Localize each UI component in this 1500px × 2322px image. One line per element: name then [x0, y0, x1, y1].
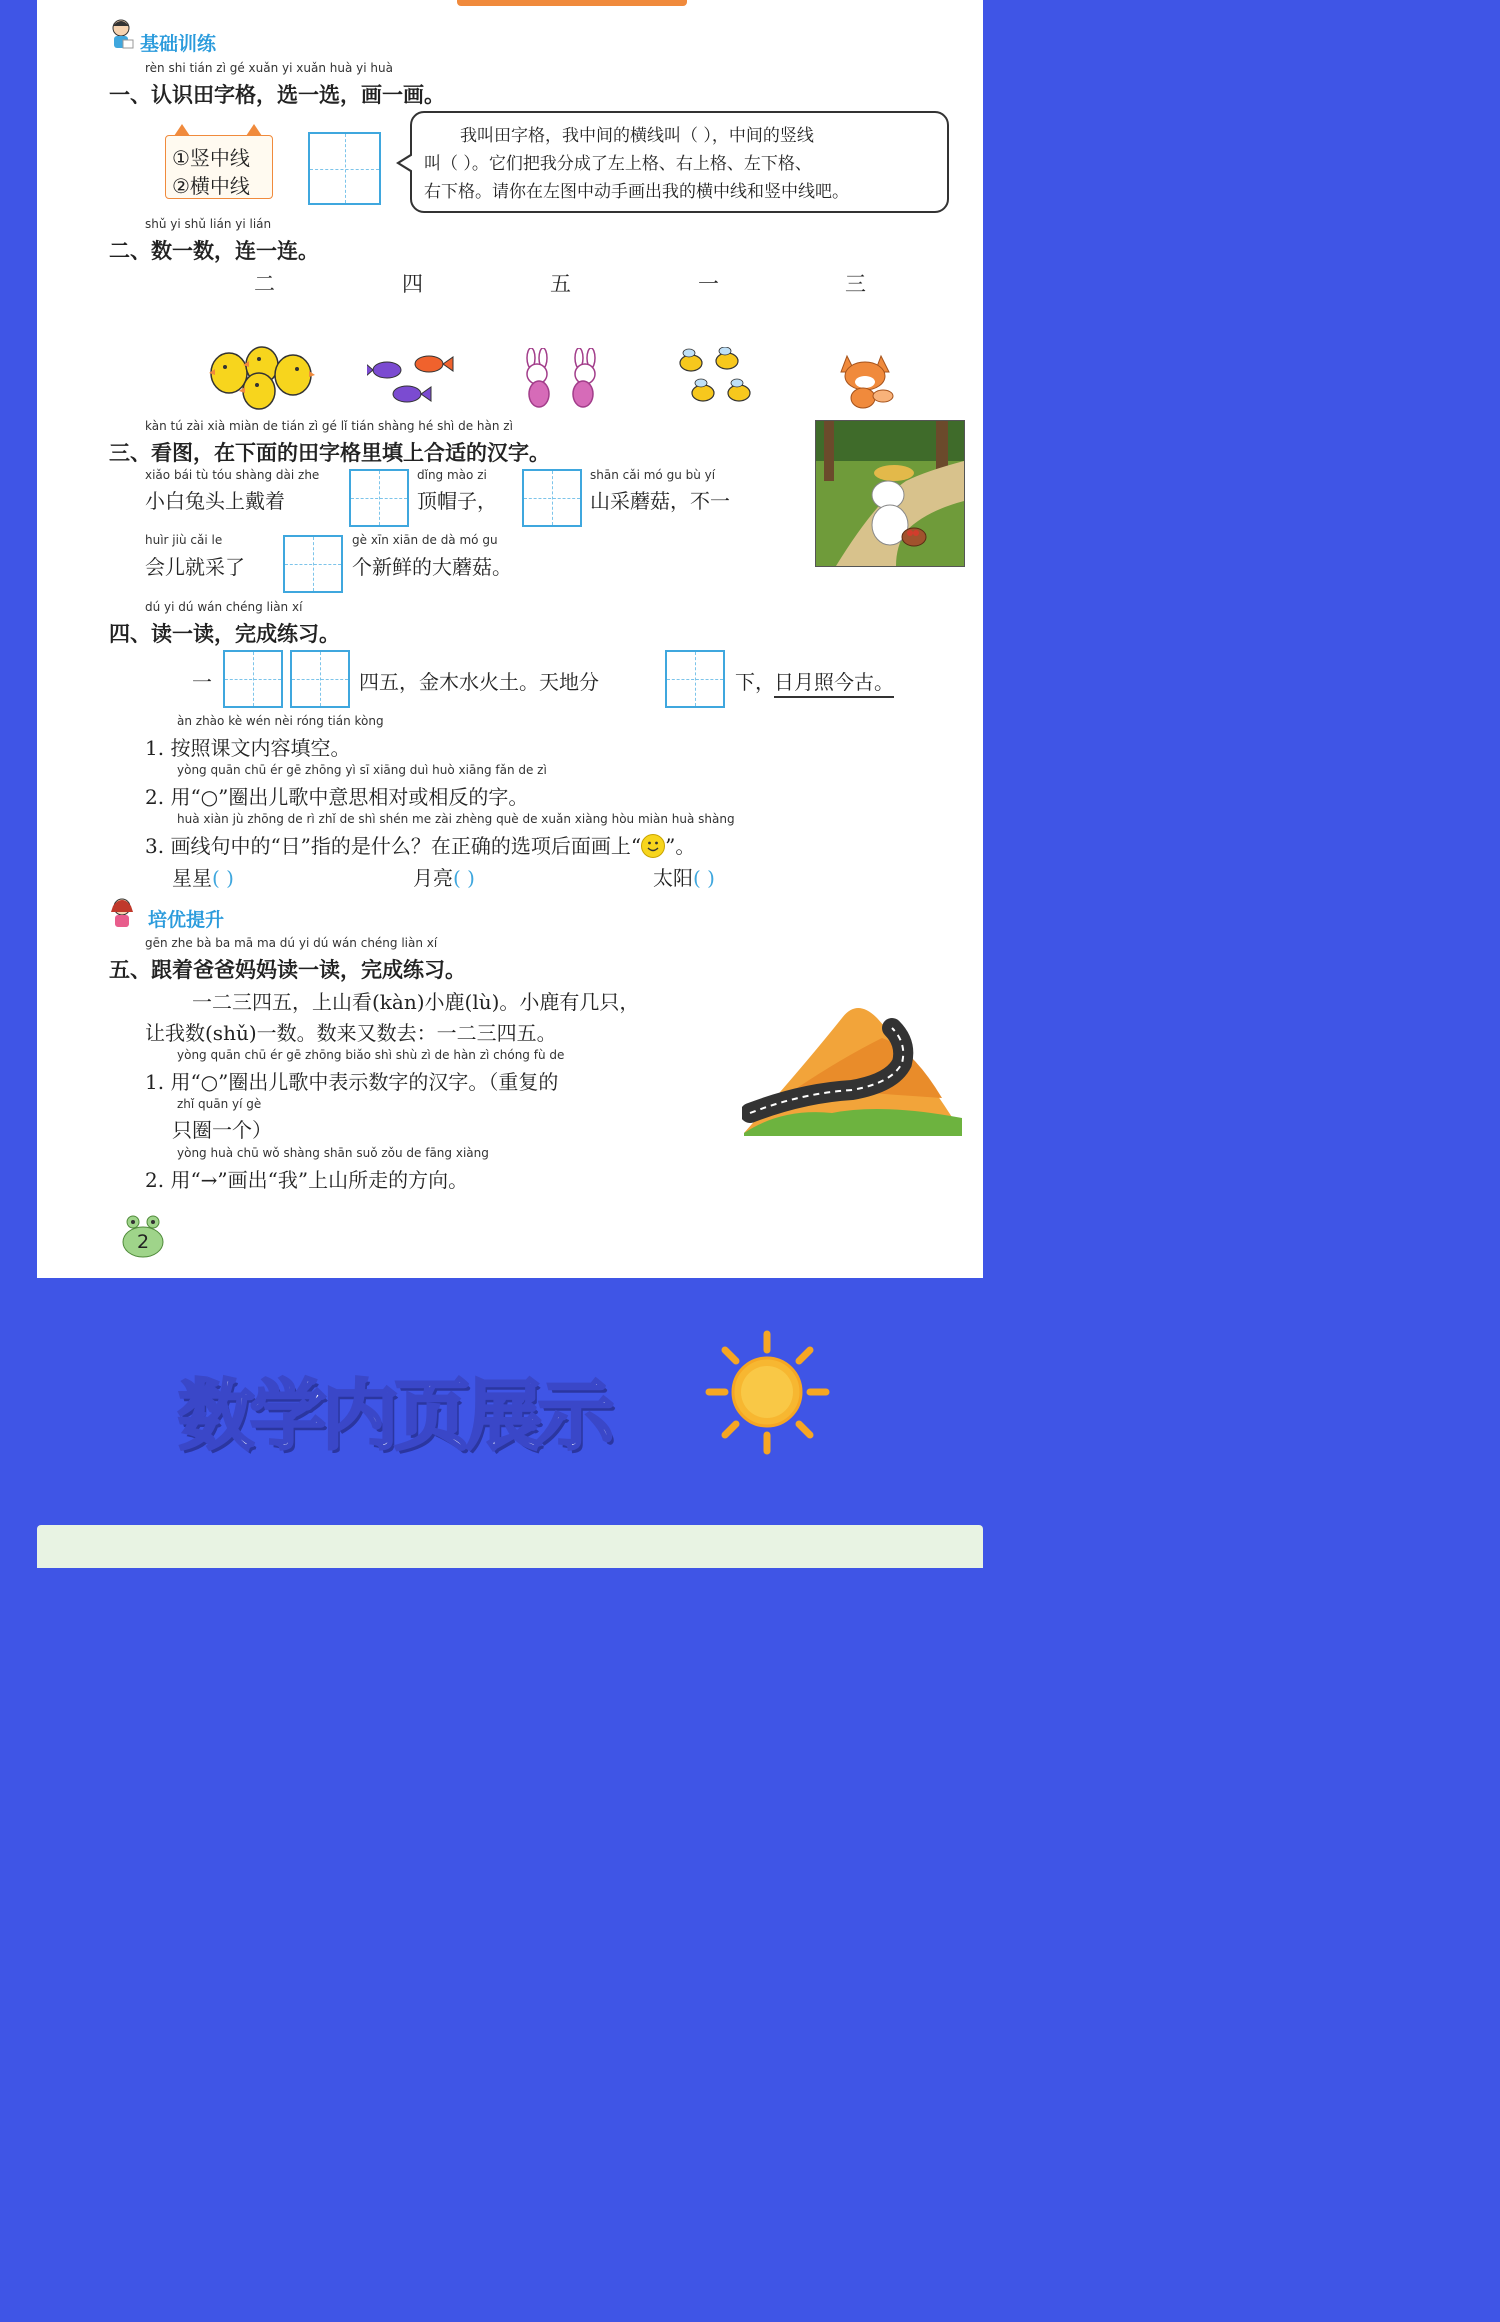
q3-line1-pinyin-b: dǐng mào zi	[417, 468, 487, 482]
q3-line2-pinyin-b: gè xīn xiān de dà mó gu	[352, 533, 498, 547]
frog-page-badge	[121, 1214, 165, 1258]
q4-title: 四、读一读，完成练习。	[109, 622, 340, 646]
fox-picture	[837, 352, 897, 410]
q4-option-moon	[413, 862, 475, 891]
q4-opt3-paren[interactable]: ( )	[693, 866, 715, 890]
q3-line2-pinyin-a: huìr jiù cǎi le	[145, 533, 223, 547]
q5-sub2-pinyin: yòng huà chū wǒ shàng shān suǒ zǒu de fāng xiàng	[177, 1146, 489, 1160]
q5-sub1-b: 只圈一个）	[172, 1118, 272, 1142]
q2-number-san: 三	[845, 272, 866, 296]
banner-title: 数学内页展示	[178, 1371, 610, 1460]
q5-sub2: 2. 用“→”画出“我”上山所走的方向。	[145, 1168, 469, 1192]
q3-line1-text-c: 山采蘑菇，不一	[590, 489, 730, 513]
q4-sub3-end: ”。	[665, 834, 696, 858]
q4-sub2-pinyin: yòng quān chū ér gē zhōng yì sī xiāng duì huò xiāng fǎn de zì	[177, 763, 547, 777]
q4-opt3-label: 太阳	[653, 866, 693, 890]
q3-line1-text-a: 小白兔头上戴着	[145, 489, 285, 513]
q4-poem-c: 下，	[735, 670, 775, 694]
boy-mascot-icon	[107, 18, 135, 52]
q4-poem-a: 一	[192, 670, 212, 694]
bubble-line-2: 叫（ ）。它们把我分成了左上格、右上格、左下格、	[424, 154, 812, 174]
q1-tianzige-draw[interactable]	[308, 132, 381, 205]
q4-poem-b: 四五，金木水火土。天地分	[359, 670, 599, 694]
q2-number-yi: 一	[698, 272, 719, 296]
cat-ear-left-icon	[174, 124, 190, 136]
q5-pinyin: gēn zhe bà ba mā ma dú yi dú wán chéng liàn xí	[145, 936, 438, 950]
q3-line1-pinyin-a: xiǎo bái tù tóu shàng dài zhe	[145, 468, 320, 482]
q5-title: 五、跟着爸爸妈妈读一读，完成练习。	[109, 958, 466, 982]
q3-tianzige-3[interactable]	[283, 535, 343, 593]
page-number: 2	[137, 1231, 150, 1253]
q5-sub1-pinyin: yòng quān chū ér gē zhōng biǎo shì shù zì de hàn zì chóng fù de	[177, 1048, 565, 1062]
q3-line1-pinyin-c: shān cǎi mó gu bù yí	[590, 468, 716, 482]
bees-picture	[677, 347, 757, 413]
q3-line1-text-b: 顶帽子，	[417, 489, 497, 513]
q4-sub2: 2. 用“○”圈出儿歌中意思相对或相反的字。	[145, 785, 529, 809]
bubble-line-3: 右下格。请你在左图中动手画出我的横中线和竖中线吧。	[424, 182, 849, 202]
q3-title: 三、看图，在下面的田字格里填上合适的汉字。	[109, 441, 550, 465]
q4-option-sun	[653, 862, 715, 891]
q4-tianzige-2[interactable]	[290, 650, 350, 708]
section-title-basic: 基础训练	[140, 33, 217, 55]
q2-number-wu: 五	[550, 272, 571, 296]
q4-pinyin: dú yi dú wán chéng liàn xí	[145, 600, 303, 614]
bubble-line-1: 我叫田字格，我中间的横线叫（ ），中间的竖线	[460, 126, 814, 146]
chicks-picture	[207, 343, 317, 413]
q2-number-er: 二	[254, 272, 275, 296]
fish-picture	[367, 350, 457, 410]
q4-opt1-paren[interactable]: ( )	[212, 866, 234, 890]
q4-poem-d-underlined: 日月照今古。	[774, 666, 894, 698]
q2-pinyin: shǔ yi shǔ lián yi lián	[145, 217, 272, 231]
q4-sub1: 1. 按照课文内容填空。	[145, 736, 351, 760]
q4-opt2-label: 月亮	[413, 866, 453, 890]
sun-icon	[705, 1330, 830, 1455]
mountain-road-picture[interactable]	[742, 998, 964, 1138]
rabbits-picture	[517, 348, 607, 413]
q5-sub1-pinyin-2: zhǐ quān yí gè	[177, 1097, 262, 1111]
q3-pinyin: kàn tú zài xià miàn de tián zì gé lǐ tián shàng hé shì de hàn zì	[145, 419, 513, 433]
section-title-advanced: 培优提升	[148, 909, 225, 931]
q4-sub1-pinyin: àn zhào kè wén nèi róng tián kòng	[177, 714, 384, 728]
q5-poem-line2: 让我数(shǔ)一数。数来又数去：一二三四五。	[145, 1021, 557, 1045]
q2-title: 二、数一数，连一连。	[109, 239, 319, 263]
q3-line2-text-a: 会儿就采了	[145, 555, 245, 579]
q1-options-card	[165, 135, 273, 199]
q4-opt1-label: 星星	[172, 866, 212, 890]
workbook-page	[37, 0, 983, 1278]
q4-option-stars	[172, 862, 234, 891]
q1-speech-bubble	[410, 111, 949, 213]
q4-opt2-paren[interactable]: ( )	[453, 866, 475, 890]
top-header-decoration	[457, 0, 687, 6]
rabbit-picking-mushrooms-picture	[815, 420, 965, 567]
q3-tianzige-1[interactable]	[349, 469, 409, 527]
q4-sub3-text: 3. 画线句中的“日”指的是什么？在正确的选项后面画上“	[145, 834, 642, 858]
q5-sub1-a: 1. 用“○”圈出儿歌中表示数字的汉字。（重复的	[145, 1070, 559, 1094]
q4-tianzige-3[interactable]	[665, 650, 725, 708]
q5-poem-line1: 一二三四五，上山看(kàn)小鹿(lù)。小鹿有几只，	[192, 990, 640, 1014]
q1-title: 一、认识田字格，选一选，画一画。	[109, 83, 445, 107]
q3-line2-text-b: 个新鲜的大蘑菇。	[352, 555, 512, 579]
q1-option-horizontal: ②横中线	[172, 174, 250, 198]
smiley-icon	[641, 834, 665, 858]
q2-number-si: 四	[402, 272, 423, 296]
q4-tianzige-1[interactable]	[223, 650, 283, 708]
cat-ear-right-icon	[246, 124, 262, 136]
girl-mascot-icon	[107, 896, 137, 930]
q3-tianzige-2[interactable]	[522, 469, 582, 527]
next-page-preview	[37, 1525, 983, 1568]
bubble-pointer-inner	[400, 155, 413, 171]
q1-option-vertical: ①竖中线	[172, 146, 250, 170]
q1-pinyin: rèn shi tián zì gé xuǎn yi xuǎn huà yi huà	[145, 61, 393, 75]
q4-sub3	[145, 830, 695, 860]
q4-sub3-pinyin: huà xiàn jù zhōng de rì zhǐ de shì shén me zài zhèng què de xuǎn xiàng hòu miàn huà shàng	[177, 812, 735, 826]
